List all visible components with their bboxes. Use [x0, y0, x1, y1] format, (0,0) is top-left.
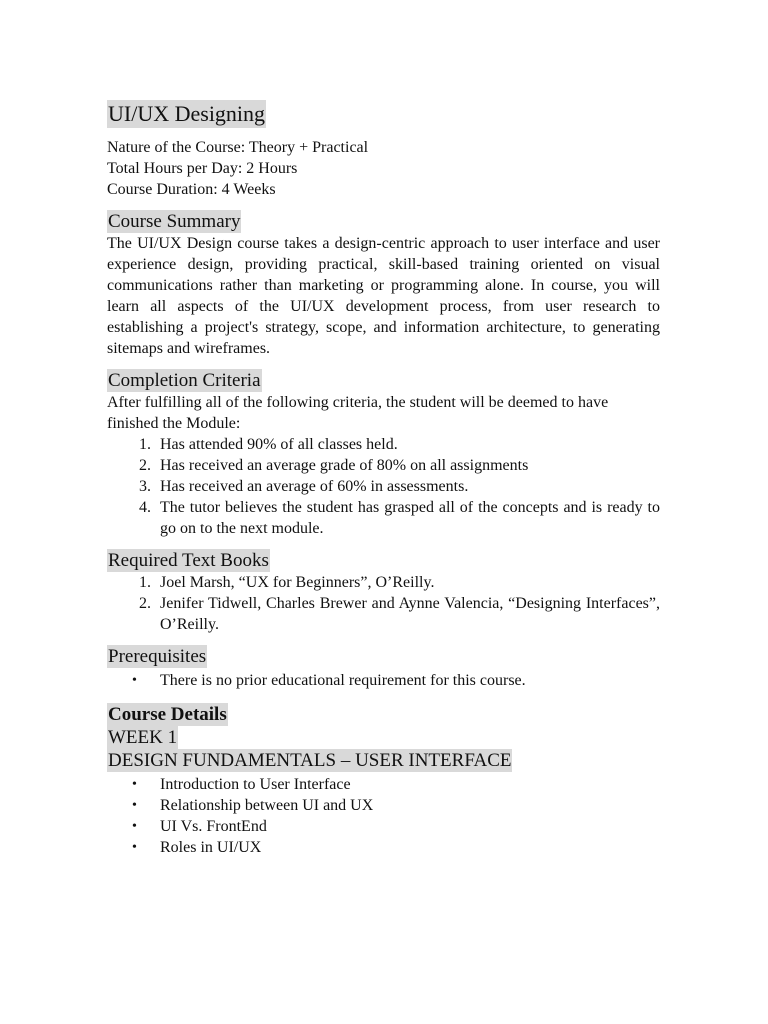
bullet-icon: • [132, 673, 137, 688]
list-item [107, 476, 660, 497]
list-item-text: Joel Marsh, “UX for Beginners”, O’Reilly. [160, 574, 435, 591]
course-duration: Course Duration: 4 Weeks [107, 181, 276, 198]
books-heading [107, 549, 660, 572]
list-item [107, 455, 660, 476]
list-item [107, 670, 660, 691]
books-heading-text: Required Text Books [108, 550, 269, 571]
list-item [107, 434, 660, 455]
list-number: 2. [139, 457, 151, 474]
course-nature: Nature of the Course: Theory + Practical [107, 139, 369, 156]
list-number: 1. [139, 436, 151, 453]
list-item [107, 497, 660, 539]
details-heading-text: Course Details [108, 704, 227, 725]
list-item-text: UI Vs. FrontEnd [160, 818, 267, 835]
bullet-icon: • [132, 777, 137, 792]
document-title-text: UI/UX Designing [108, 101, 266, 126]
document-title [107, 100, 660, 128]
prereq-list [107, 670, 660, 691]
list-item-text: Has received an average grade of 80% on all assignments [160, 457, 529, 474]
details-heading [107, 703, 660, 726]
completion-list [107, 434, 660, 539]
list-item-text: Has attended 90% of all classes held. [160, 436, 398, 453]
list-item [107, 572, 660, 593]
list-number: 1. [139, 574, 151, 591]
list-item-text: Jenifer Tidwell, Charles Brewer and Aynne Valencia, “Designing Interfaces”, O’Reilly. [160, 595, 660, 633]
completion-heading-text: Completion Criteria [108, 370, 261, 391]
week-topic: DESIGN FUNDAMENTALS – USER INTERFACE [108, 750, 512, 771]
books-list [107, 572, 660, 635]
list-number: 3. [139, 478, 151, 495]
prereq-heading-text: Prerequisites [108, 646, 207, 667]
prereq-heading [107, 645, 660, 668]
list-item-text: Introduction to User Interface [160, 776, 351, 793]
list-number: 4. [139, 499, 151, 516]
list-item-text: Has received an average of 60% in assessments. [160, 478, 469, 495]
document-content [107, 100, 660, 858]
list-item [107, 837, 660, 858]
week-label: WEEK 1 [108, 727, 178, 748]
list-item [107, 774, 660, 795]
bullet-icon: • [132, 819, 137, 834]
summary-heading [107, 210, 660, 233]
list-item-text: Relationship between UI and UX [160, 797, 374, 814]
summary-heading-text: Course Summary [108, 211, 241, 232]
list-number: 2. [139, 595, 151, 612]
course-hours: Total Hours per Day: 2 Hours [107, 160, 298, 177]
list-item [107, 593, 660, 635]
course-meta [107, 137, 660, 200]
summary-text: The UI/UX Design course takes a design-centric approach to user interface and user experience design, providing practical, skill-based training oriented on visual communications rather than marketing or programming alone. In course, you will learn all aspects of the UI/UX development process, from user research to establishing a project's strategy, scope, and information architecture, to generating sitemaps and wireframes. [107, 235, 660, 357]
list-item [107, 795, 660, 816]
list-item-text: The tutor believes the student has grasped all of the concepts and is ready to go on to the next module. [160, 499, 660, 537]
bullet-icon: • [132, 798, 137, 813]
completion-heading [107, 369, 660, 392]
week-topics-list [107, 774, 660, 858]
week-block [107, 726, 660, 772]
list-item-text: There is no prior educational requirement for this course. [160, 672, 526, 689]
completion-intro: After fulfilling all of the following criteria, the student will be deemed to have finished the Module: [107, 394, 609, 432]
list-item-text: Roles in UI/UX [160, 839, 262, 856]
list-item [107, 816, 660, 837]
bullet-icon: • [132, 840, 137, 855]
